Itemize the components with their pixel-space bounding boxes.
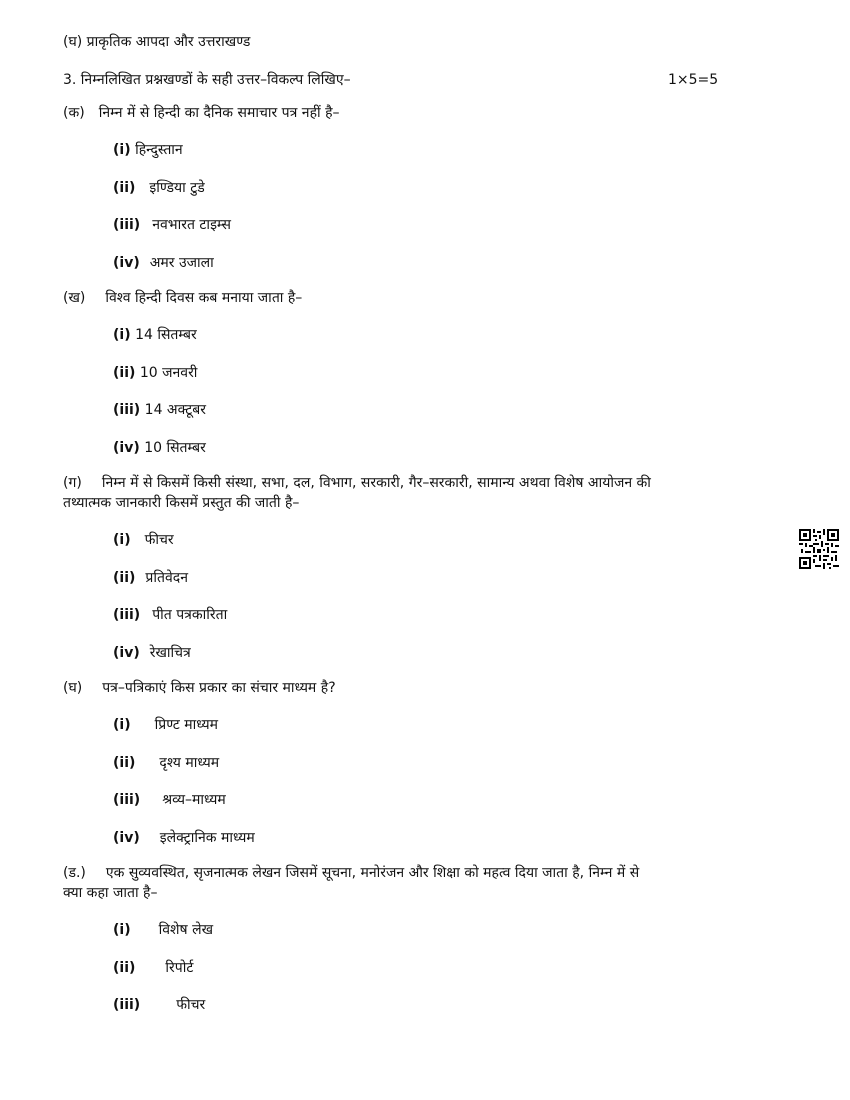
option-text: फीचर: [176, 997, 206, 1013]
option-text: 14 सितम्बर: [135, 327, 197, 343]
option-number: (iii): [113, 792, 141, 808]
option-da-2: [113, 959, 193, 977]
option-number: (ii): [113, 570, 136, 586]
question-ka: [63, 104, 340, 122]
option-number: (i): [113, 717, 131, 733]
option-text: नवभारत टाइम्स: [152, 217, 231, 233]
question-da-cont: क्या कहा जाता है–: [63, 885, 158, 901]
option-gha-1: [113, 716, 218, 734]
option-text: प्रतिवेदन: [145, 570, 188, 586]
question-text-line1: एक सुव्यवस्थित, सृजनात्मक लेखन जिसमें सूचना, मनोरंजन और शिक्षा को महत्व दिया जाता है, निम्न में से: [105, 865, 640, 881]
option-number: (iv): [113, 830, 140, 846]
option-kha-1: [113, 326, 197, 344]
option-ka-2: [113, 179, 205, 197]
question-text: निम्न में से हिन्दी का दैनिक समाचार पत्र नहीं है–: [98, 105, 340, 121]
option-text: दृश्य माध्यम: [159, 755, 220, 771]
option-text: प्रिण्ट माध्यम: [154, 717, 218, 733]
question-text-line1: निम्न में से किसमें किसी संस्था, सभा, दल, विभाग, सरकारी, गैर–सरकारी, सामान्य अथवा विशेष आयोजन की: [101, 475, 651, 491]
option-number: (iii): [113, 607, 141, 623]
option-da-3: [113, 996, 205, 1014]
option-ga-1: [113, 531, 174, 549]
option-text: पीत पत्रकारिता: [152, 607, 228, 623]
qr-code-icon: [799, 529, 839, 569]
option-text: फीचर: [144, 532, 174, 548]
option-text: रिपोर्ट: [165, 960, 194, 976]
option-number: (iii): [113, 217, 141, 233]
prev-question-item: (घ) प्राकृतिक आपदा और उत्तराखण्ड: [63, 34, 251, 50]
question-label: (ख): [63, 290, 86, 306]
section-marks: 1×5=5: [668, 72, 719, 88]
option-ga-3: [113, 606, 227, 624]
option-number: (i): [113, 142, 131, 158]
option-number: (iii): [113, 997, 141, 1013]
question-text: पत्र–पत्रिकाएं किस प्रकार का संचार माध्यम है?: [102, 680, 336, 696]
question-text: विश्व हिन्दी दिवस कब मनाया जाता है–: [105, 290, 303, 306]
question-gha: [63, 679, 336, 697]
option-number: (ii): [113, 180, 136, 196]
option-kha-3: [113, 401, 206, 419]
option-number: (i): [113, 532, 131, 548]
question-ga-cont: तथ्यात्मक जानकारी किसमें प्रस्तुत की जाती है–: [63, 495, 300, 511]
question-label: (ड.): [63, 865, 86, 881]
option-text: हिन्दुस्तान: [135, 142, 183, 158]
option-number: (ii): [113, 960, 136, 976]
option-text: रेखाचित्र: [149, 645, 191, 661]
option-ka-1: [113, 141, 183, 159]
option-ga-2: [113, 569, 188, 587]
question-label: (ग): [63, 475, 82, 491]
section-heading: 3. निम्नलिखित प्रश्नखण्डों के सही उत्तर–विकल्प लिखिए–: [63, 72, 351, 88]
option-ga-4: [113, 644, 191, 662]
option-text: 10 सितम्बर: [144, 440, 206, 456]
option-text: श्रव्य–माध्यम: [162, 792, 226, 808]
question-da: [63, 864, 639, 882]
option-gha-3: [113, 791, 226, 809]
option-kha-2: [113, 364, 197, 382]
option-number: (ii): [113, 365, 136, 381]
option-number: (ii): [113, 755, 136, 771]
option-gha-2: [113, 754, 219, 772]
option-da-1: [113, 921, 213, 939]
option-number: (iii): [113, 402, 141, 418]
option-number: (iv): [113, 440, 140, 456]
option-number: (i): [113, 327, 131, 343]
option-ka-3: [113, 216, 231, 234]
option-text: इलेक्ट्रानिक माध्यम: [159, 830, 255, 846]
question-label: (घ): [63, 680, 83, 696]
option-text: विशेष लेख: [158, 922, 214, 938]
option-gha-4: [113, 829, 255, 847]
option-text: 14 अक्टूबर: [144, 402, 207, 418]
option-number: (i): [113, 922, 131, 938]
option-ka-4: [113, 254, 214, 272]
option-text: इण्डिया टुडे: [149, 180, 205, 196]
option-kha-4: [113, 439, 206, 457]
option-text: अमर उजाला: [149, 255, 214, 271]
question-label: (क): [63, 105, 85, 121]
option-text: 10 जनवरी: [139, 365, 198, 381]
option-number: (iv): [113, 645, 140, 661]
question-kha: [63, 289, 302, 307]
option-number: (iv): [113, 255, 140, 271]
question-ga: [63, 474, 651, 492]
